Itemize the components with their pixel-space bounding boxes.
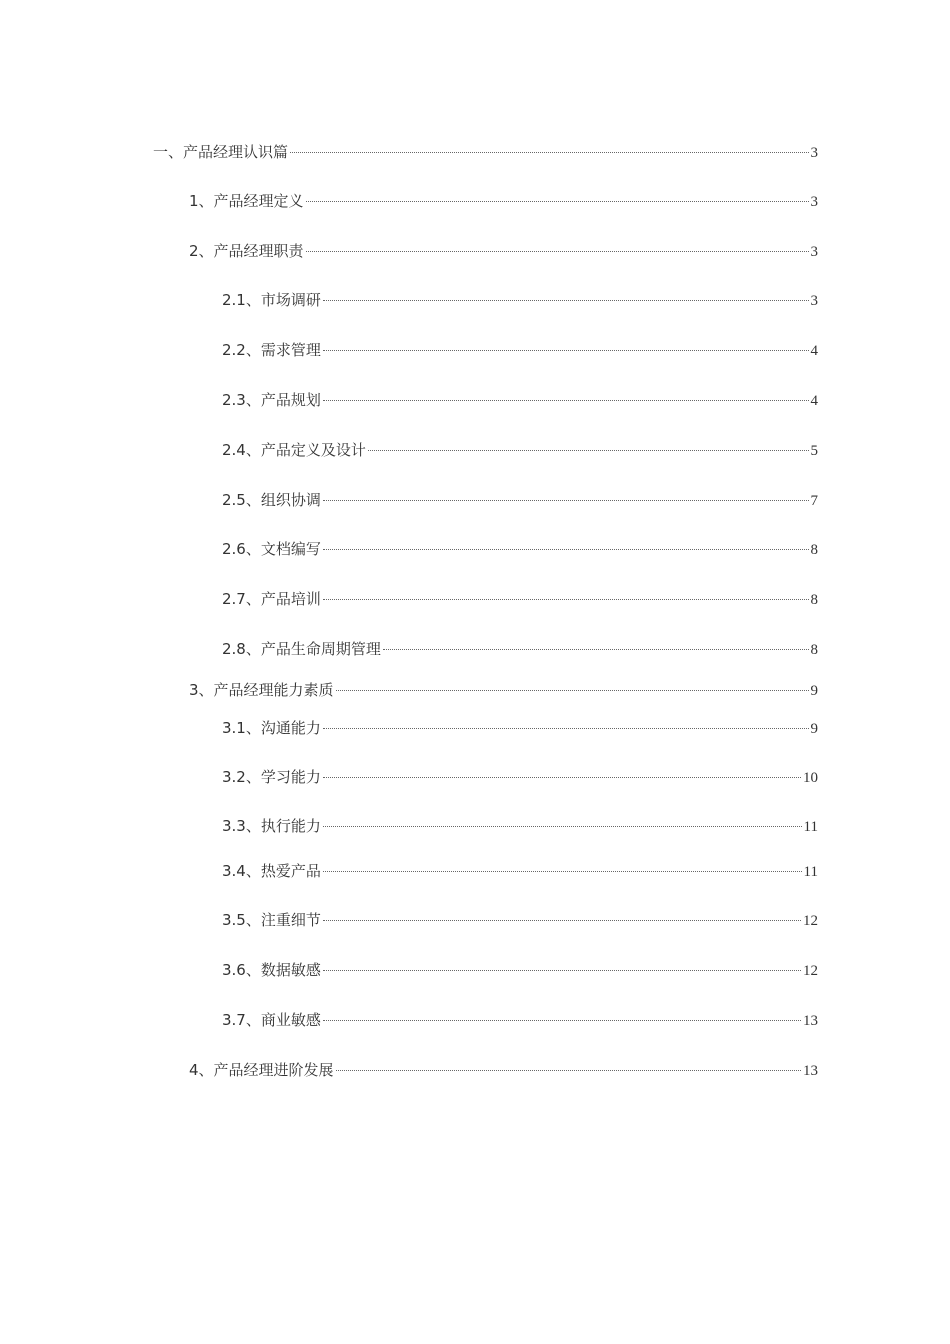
toc-entry-page: 4 xyxy=(810,343,818,359)
toc-entry-page: 3 xyxy=(810,244,818,260)
toc-entry-3[interactable] xyxy=(189,679,818,701)
toc-entry-title: 2.3、产品规划 xyxy=(222,391,321,409)
toc-dot-leader xyxy=(368,450,809,451)
toc-entry-title: 2.7、产品培训 xyxy=(222,590,321,608)
toc-dot-leader xyxy=(323,599,809,600)
toc-dot-leader xyxy=(323,549,809,550)
toc-entry-title: 3.7、商业敏感 xyxy=(222,1011,321,1029)
toc-entry-title: 3.5、注重细节 xyxy=(222,911,321,929)
toc-dot-leader xyxy=(323,350,809,351)
toc-entry-title: 1、产品经理定义 xyxy=(189,192,304,210)
toc-entry-page: 8 xyxy=(810,542,818,558)
toc-entry-page: 9 xyxy=(810,683,818,699)
toc-entry-4[interactable] xyxy=(189,1059,818,1081)
toc-dot-leader xyxy=(306,201,809,202)
toc-entry-3-5[interactable] xyxy=(222,909,818,931)
toc-entry-3-2[interactable] xyxy=(222,766,818,788)
toc-entry-2-8[interactable] xyxy=(222,638,818,660)
toc-entry-title: 2.2、需求管理 xyxy=(222,341,321,359)
toc-dot-leader xyxy=(323,300,809,301)
toc-entry-title: 3.4、热爱产品 xyxy=(222,862,321,880)
toc-entry-page: 10 xyxy=(803,770,818,786)
toc-dot-leader xyxy=(323,970,801,971)
toc-dot-leader xyxy=(323,777,801,778)
toc-entry-page: 3 xyxy=(810,293,818,309)
toc-entry-page: 11 xyxy=(803,864,818,880)
toc-dot-leader xyxy=(323,500,809,501)
toc-entry-page: 11 xyxy=(803,819,818,835)
toc-entry-page: 13 xyxy=(803,1013,818,1029)
toc-entry-title: 4、产品经理进阶发展 xyxy=(189,1061,334,1079)
toc-dot-leader xyxy=(323,400,809,401)
toc-entry-title: 3.6、数据敏感 xyxy=(222,961,321,979)
toc-entry-2-5[interactable] xyxy=(222,489,818,511)
toc-entry-2[interactable] xyxy=(189,240,818,262)
toc-dot-leader xyxy=(336,690,809,691)
toc-entry-1[interactable] xyxy=(153,141,818,163)
toc-entry-3-1[interactable] xyxy=(222,717,818,739)
toc-entry-page: 4 xyxy=(810,393,818,409)
toc-entry-1-1[interactable] xyxy=(189,190,818,212)
toc-entry-title: 2.1、市场调研 xyxy=(222,291,321,309)
toc-dot-leader xyxy=(383,649,809,650)
toc-entry-title: 2、产品经理职责 xyxy=(189,242,304,260)
toc-entry-title: 2.5、组织协调 xyxy=(222,491,321,509)
toc-entry-title: 2.6、文档编写 xyxy=(222,540,321,558)
toc-entry-page: 12 xyxy=(803,913,818,929)
toc-entry-page: 13 xyxy=(803,1063,818,1079)
toc-entry-3-7[interactable] xyxy=(222,1009,818,1031)
toc-entry-page: 8 xyxy=(810,592,818,608)
toc-dot-leader xyxy=(323,1020,801,1021)
toc-dot-leader xyxy=(323,871,802,872)
toc-entry-2-1[interactable] xyxy=(222,289,818,311)
toc-entry-title: 3.2、学习能力 xyxy=(222,768,321,786)
toc-entry-title: 3.3、执行能力 xyxy=(222,817,321,835)
toc-entry-page: 7 xyxy=(810,493,818,509)
toc-entry-2-3[interactable] xyxy=(222,389,818,411)
toc-entry-page: 5 xyxy=(810,443,818,459)
toc-entry-2-7[interactable] xyxy=(222,588,818,610)
toc-entry-title: 一、产品经理认识篇 xyxy=(153,143,289,161)
toc-entry-2-4[interactable] xyxy=(222,439,818,461)
toc-dot-leader xyxy=(306,251,809,252)
toc-entry-page: 3 xyxy=(810,194,818,210)
toc-entry-title: 2.8、产品生命周期管理 xyxy=(222,640,381,658)
toc-dot-leader xyxy=(336,1070,801,1071)
toc-entry-3-4[interactable] xyxy=(222,860,818,882)
toc-entry-page: 3 xyxy=(810,145,818,161)
toc-dot-leader xyxy=(323,920,801,921)
toc-entry-2-2[interactable] xyxy=(222,339,818,361)
toc-entry-page: 12 xyxy=(803,963,818,979)
toc-entry-3-3[interactable] xyxy=(222,815,818,837)
toc-entry-title: 3、产品经理能力素质 xyxy=(189,681,334,699)
toc-dot-leader xyxy=(323,728,809,729)
toc-entry-3-6[interactable] xyxy=(222,959,818,981)
toc-entry-page: 9 xyxy=(810,721,818,737)
toc-entry-page: 8 xyxy=(810,642,818,658)
toc-dot-leader xyxy=(323,826,802,827)
toc-entry-2-6[interactable] xyxy=(222,538,818,560)
toc-entry-title: 2.4、产品定义及设计 xyxy=(222,441,366,459)
toc-entry-title: 3.1、沟通能力 xyxy=(222,719,321,737)
toc-dot-leader xyxy=(290,152,808,153)
